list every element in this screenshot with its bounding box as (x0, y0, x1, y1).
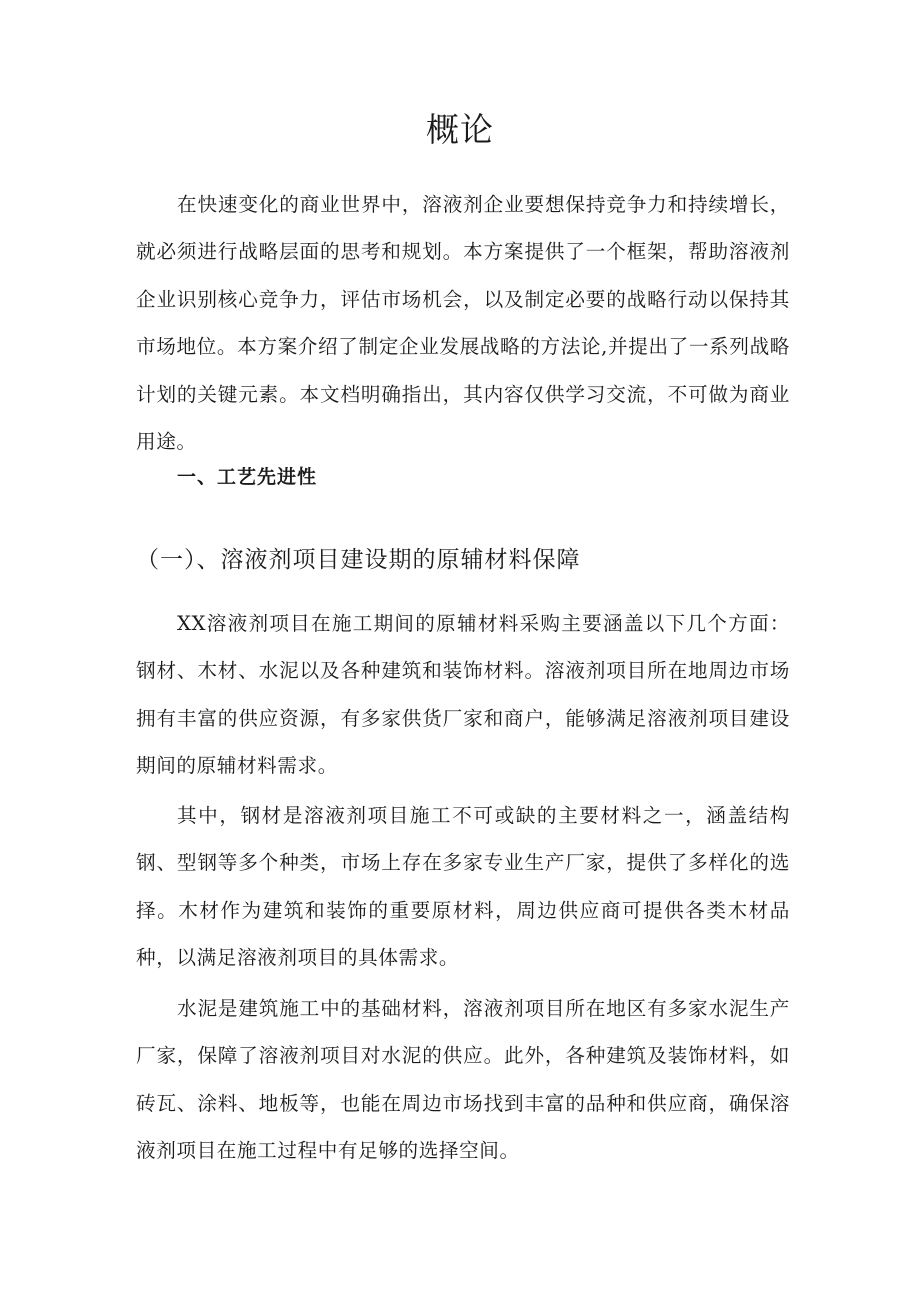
subsection-heading: （一）、溶液剂项目建设期的原辅材料保障 (136, 547, 581, 573)
body-paragraph-cement: 水泥是建筑施工中的基础材料，溶液剂项目所在地区有多家水泥生产厂家，保障了溶液剂项目对水泥的供应。此外，各种建筑及装饰材料，如砖瓦、涂料、地板等，也能在周边市场找到丰富的品种和供应商，确保溶液剂项目在施工过程中有足够的选择空间。 (136, 997, 790, 1163)
section-heading: 一、工艺先进性 (177, 466, 318, 488)
intro-paragraph: 在快速变化的商业世界中，溶液剂企业要想保持竞争力和持续增长，就必须进行战略层面的思考和规划。本方案提供了一个框架，帮助溶液剂企业识别核心竞争力，评估市场机会，以及制定必要的战略行动以保持其市场地位。本方案介绍了制定企业发展战略的方法论,并提出了一系列战略计划的关键元素。本文档明确指出，其内容仅供学习交流，不可做为商业用途。 (136, 193, 790, 454)
page-title: 概论 (426, 110, 494, 149)
body-paragraph-steel-wood: 其中，钢材是溶液剂项目施工不可或缺的主要材料之一，涵盖结构钢、型钢等多个种类，市场上存在多家专业生产厂家，提供了多样化的选择。木材作为建筑和装饰的重要原材料，周边供应商可提供各类木材品种，以满足溶液剂项目的具体需求。 (136, 804, 790, 970)
body-paragraph-materials: XX溶液剂项目在施工期间的原辅材料采购主要涵盖以下几个方面：钢材、木材、水泥以及各种建筑和装饰材料。溶液剂项目所在地周边市场拥有丰富的供应资源，有多家供货厂家和商户，能够满足溶液剂项目建设期间的原辅材料需求。 (136, 612, 790, 778)
